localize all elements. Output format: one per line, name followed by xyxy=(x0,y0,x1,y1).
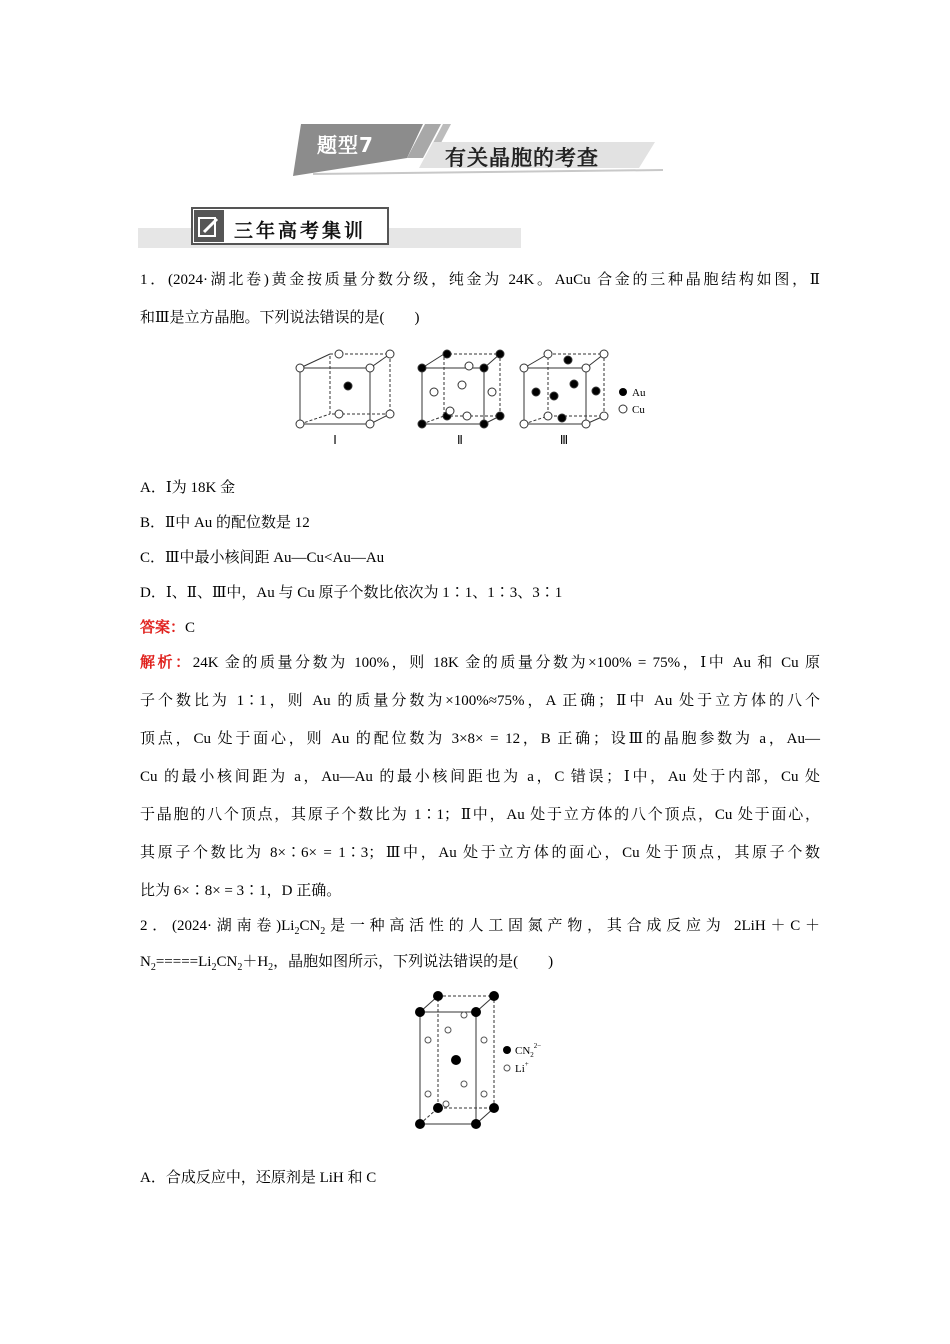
q1-analysis-line-7: 比为 6×∶8× = 3∶1，D 正确。 xyxy=(140,883,342,899)
answer-label: 答案： xyxy=(140,620,186,636)
q2-stem-line-1: 2．(2024·湖南卷)$Li_2CN_2$是一种高活性的人工固氮产物，其合成反应为 2LiH＋C＋ xyxy=(140,918,820,937)
cell-iii xyxy=(520,350,608,428)
cell-ii xyxy=(418,350,504,428)
topic-title: 有关晶胞的考查 xyxy=(445,146,599,170)
q1-analysis-line-4: Cu 的最小核间距为 a，Au—Au 的最小核间距也为 a，C 错误；Ⅰ中，Au 处于内部，Cu 处 xyxy=(140,769,820,785)
q1-option-b: B．Ⅱ中 Au 的配位数是 12 xyxy=(140,515,310,531)
edit-icon xyxy=(197,215,221,239)
q1-answer xyxy=(140,616,820,640)
q2-crystal-figure xyxy=(408,990,558,1140)
fig-label-iii: Ⅲ xyxy=(559,433,569,447)
legend-cu: Cu xyxy=(632,404,645,416)
analysis-label: 解析： xyxy=(140,655,193,671)
q1-crystal-figure xyxy=(292,346,662,452)
legend-li: Li+ xyxy=(515,1060,529,1075)
q1-analysis-line-1 xyxy=(140,651,820,675)
topic-banner xyxy=(293,122,663,178)
answer-value: C xyxy=(185,620,196,636)
legend-au-dot xyxy=(619,388,627,396)
fig-label-i: Ⅰ xyxy=(333,433,337,447)
section-title: 三年高考集训 xyxy=(234,220,367,242)
fig-label-ii: Ⅱ xyxy=(457,433,463,447)
q2-option-a: A．合成反应中，还原剂是 LiH 和 C xyxy=(140,1170,377,1186)
topic-number: 题型7 xyxy=(317,133,374,157)
q1-option-a: A．Ⅰ为 18K 金 xyxy=(140,480,236,496)
legend-cn2-dot xyxy=(503,1046,511,1054)
q2-stem-line-2: $N_2=====Li_2CN_2+H_2$，晶胞如图所示，下列说法错误的是( ) xyxy=(140,954,554,973)
q1-analysis-line-3: 顶点，Cu 处于面心，则 Au 的配位数为 3×8× = 12，B 正确；设Ⅲ的晶胞参数为 a，Au— xyxy=(140,731,820,747)
legend-cu-dot xyxy=(619,405,627,413)
section-header xyxy=(138,206,523,251)
q1-option-d: D．Ⅰ、Ⅱ、Ⅲ中，Au 与 Cu 原子个数比依次为 1∶1、1∶3、3∶1 xyxy=(140,585,563,601)
q1-option-c: C．Ⅲ中最小核间距 Au—Cu<Au—Au xyxy=(140,550,385,566)
legend-au: Au xyxy=(632,387,646,399)
q1-analysis-line-5: 于晶胞的八个顶点，其原子个数比为 1∶1；Ⅱ中，Au 处于立方体的八个顶点，Cu 处于面心， xyxy=(140,807,820,823)
cell-i xyxy=(296,350,394,428)
q1-analysis-line-2: 子个数比为 1∶1，则 Au 的质量分数为×100%≈75%，A 正确；Ⅱ中 Au 处于立方体的八个 xyxy=(140,693,820,709)
legend-cn2: $CN_2^{2-}$ xyxy=(515,1042,542,1059)
analysis-text-1: 24K 金的质量分数为 100%，则 18K 金的质量分数为×100% = 75%，Ⅰ中 Au 和 Cu 原 xyxy=(192,655,820,671)
q1-stem-line-1: 1．(2024·湖北卷)黄金按质量分数分级，纯金为 24K。AuCu 合金的三种晶胞结构如图，Ⅱ xyxy=(140,272,820,288)
q1-stem-line-2: 和Ⅲ是立方晶胞。下列说法错误的是( ) xyxy=(140,310,420,326)
legend-li-dot xyxy=(504,1065,510,1071)
q1-analysis-line-6: 其原子个数比为 8×∶6× = 1∶3；Ⅲ中，Au 处于立方体的面心，Cu 处于顶点，其原子个数 xyxy=(140,845,820,861)
